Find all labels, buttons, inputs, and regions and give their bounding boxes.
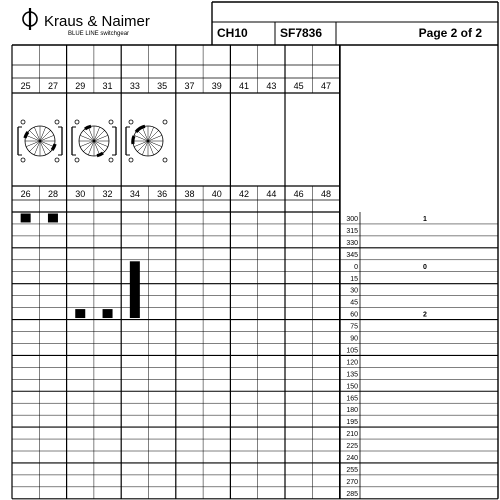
column-number: 34	[129, 189, 140, 199]
column-number: 30	[75, 189, 86, 199]
column-number: 39	[211, 81, 222, 91]
column-number: 48	[320, 189, 331, 199]
column-number: 36	[157, 189, 168, 199]
angle-label: 60	[350, 311, 358, 319]
position-label: 2	[423, 311, 427, 319]
column-number: 41	[239, 81, 250, 91]
column-number: 31	[102, 81, 113, 91]
angle-label: 225	[346, 443, 358, 451]
brand-logo	[23, 8, 150, 37]
angle-labels	[346, 216, 358, 498]
contact-closed-bar	[21, 214, 31, 223]
angle-label: 195	[346, 419, 358, 427]
column-number: 46	[293, 189, 304, 199]
contact-symbols	[18, 120, 167, 162]
column-number: 26	[20, 189, 31, 199]
header-boxes	[212, 2, 498, 45]
column-number: 29	[75, 81, 86, 91]
angle-label: 120	[346, 359, 358, 367]
contact-closed-bar	[130, 261, 140, 318]
column-number: 25	[20, 81, 31, 91]
angle-label: 15	[350, 275, 358, 283]
column-number: 35	[157, 81, 168, 91]
angle-label: 255	[346, 466, 358, 474]
column-number: 37	[184, 81, 195, 91]
angle-label: 75	[350, 323, 358, 331]
contact-symbol-icon	[126, 120, 167, 162]
angle-label: 150	[346, 383, 358, 391]
column-number: 45	[293, 81, 304, 91]
angle-label: 315	[346, 227, 358, 235]
column-number: 27	[47, 81, 58, 91]
contact-symbol-icon	[72, 120, 116, 162]
code-left: CH10	[217, 26, 248, 40]
angle-label: 0	[354, 263, 358, 271]
angle-label: 90	[350, 335, 358, 343]
contact-bars	[21, 214, 140, 319]
contact-closed-bar	[75, 309, 85, 318]
column-number: 33	[129, 81, 140, 91]
column-number: 38	[184, 189, 195, 199]
position-label: 1	[423, 216, 427, 223]
angle-label: 45	[350, 299, 358, 307]
code-mid: SF7836	[280, 26, 323, 40]
angle-label: 135	[346, 371, 358, 379]
column-number: 28	[47, 189, 58, 199]
angle-label: 240	[346, 455, 358, 462]
column-number: 43	[266, 81, 277, 91]
angle-label: 30	[350, 287, 358, 295]
brand-name: Kraus & Naimer	[44, 13, 150, 30]
angle-label: 330	[346, 239, 358, 247]
position-label: 0	[423, 263, 427, 271]
contact-symbol-icon	[18, 120, 62, 162]
contact-closed-bar	[48, 214, 58, 223]
page-label: Page 2 of 2	[418, 26, 482, 40]
angle-label: 285	[346, 490, 358, 498]
angle-label: 345	[346, 251, 358, 259]
column-number: 32	[102, 189, 113, 199]
column-number: 40	[211, 189, 222, 199]
angle-label: 180	[346, 407, 358, 415]
column-number: 44	[266, 189, 277, 199]
angle-label: 300	[346, 216, 358, 223]
column-number: 47	[320, 81, 331, 91]
grid-lines	[12, 45, 498, 499]
column-number: 42	[239, 189, 250, 199]
contact-closed-bar	[103, 309, 113, 318]
angle-label: 210	[346, 431, 358, 439]
angle-label: 270	[346, 478, 358, 486]
position-labels	[423, 216, 427, 319]
brand-tagline: BLUE LINE switchgear	[68, 31, 130, 37]
angle-label: 165	[346, 395, 358, 403]
angle-label: 105	[346, 347, 358, 355]
